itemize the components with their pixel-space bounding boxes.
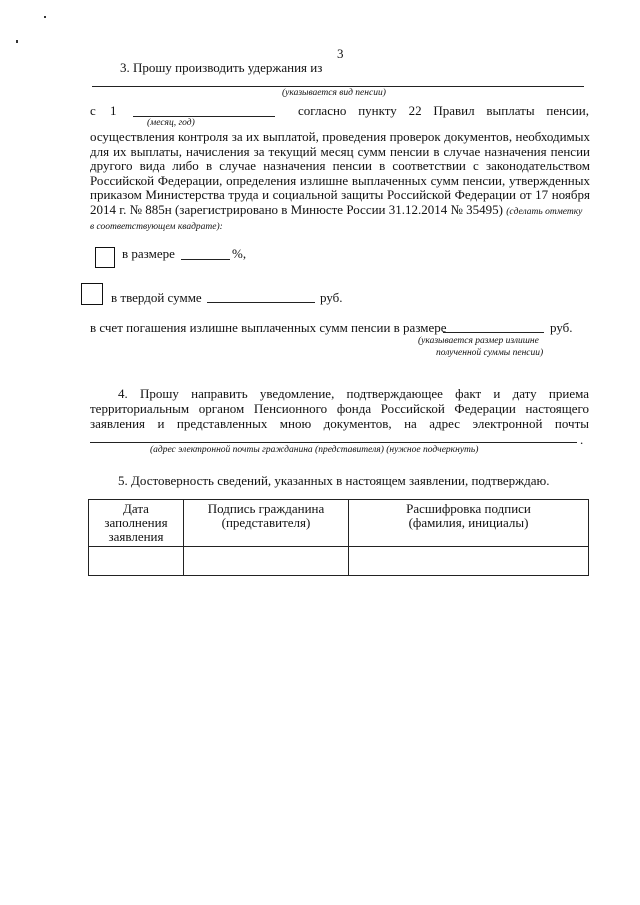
percent-value-line[interactable]	[181, 259, 230, 260]
section4-body	[90, 401, 589, 431]
body-last-line	[90, 203, 590, 220]
section4-text: заявления и представленных мною документов, на адрес электронной почты	[90, 416, 589, 431]
section4-line-1	[118, 386, 589, 402]
pension-type-line[interactable]	[92, 86, 584, 87]
from-label: с	[90, 103, 96, 118]
overpaid-suffix: руб.	[550, 320, 573, 335]
according-text: согласно пункту 22 Правил выплаты пенсии,	[298, 103, 589, 118]
mark-hint-cont: в соответствующем квадрате):	[90, 221, 223, 232]
percent-checkbox[interactable]	[95, 247, 115, 268]
page-number: 3	[337, 46, 344, 61]
percent-label: в размере	[122, 246, 175, 261]
from-day: 1	[110, 103, 117, 118]
body-line: другого вида либо в случае назначения пенсии в соответствии с законодательством	[90, 158, 590, 174]
table-header-row	[89, 500, 589, 547]
fixed-sum-suffix: руб.	[320, 290, 343, 305]
email-line-end: .	[580, 432, 584, 447]
overpaid-amount-line[interactable]	[443, 332, 544, 333]
name-header	[349, 500, 589, 547]
percent-suffix: %,	[232, 246, 247, 261]
section3-heading: 3. Прошу производить удержания из	[120, 60, 323, 75]
fixed-sum-checkbox[interactable]	[81, 283, 103, 305]
section3-body	[90, 130, 590, 234]
header-text: Расшифровка подписи	[406, 501, 531, 516]
name-cell[interactable]	[349, 547, 589, 576]
section5-text: 5. Достоверность сведений, указанных в настоящем заявлении, подтверждаю.	[118, 473, 550, 488]
email-line[interactable]	[90, 442, 577, 443]
date-header	[89, 500, 184, 547]
table-row	[89, 547, 589, 576]
fixed-sum-line[interactable]	[207, 302, 315, 303]
email-hint: (адрес электронной почты гражданина (представителя) (нужное подчеркнуть)	[150, 445, 479, 455]
date-cell[interactable]	[89, 547, 184, 576]
body-line: осуществления контроля за их выплатой, проведения проверок документов, необходимых	[90, 129, 590, 144]
header-text: заявления	[108, 529, 164, 544]
month-year-hint: (месяц, год)	[147, 118, 195, 128]
header-text: Подпись гражданина	[207, 501, 325, 516]
header-text: заполнения	[104, 515, 168, 530]
mark-hint: (сделать отметку	[506, 206, 583, 217]
month-year-line[interactable]	[133, 116, 275, 117]
body-line: приказом Министерства труда и социальной защиты Российской Федерации от 17 ноября	[90, 187, 590, 203]
signature-cell[interactable]	[184, 547, 349, 576]
scan-speck	[16, 40, 18, 43]
overpaid-hint: (указывается размер излишне	[418, 336, 539, 346]
pension-type-hint: (указывается вид пенсии)	[282, 88, 386, 98]
body-line: Российской Федерации, определения излишне выплаченных сумм пенсии, утвержденных	[90, 172, 590, 188]
signature-header	[184, 500, 349, 547]
header-text: Дата	[123, 501, 149, 516]
header-text: (фамилия, инициалы)	[408, 515, 529, 530]
scan-speck	[44, 16, 46, 18]
fixed-sum-label: в твердой сумме	[111, 290, 202, 305]
signature-table	[88, 499, 589, 576]
overpaid-text: в счет погашения излишне выплаченных сумм пенсии в размере	[90, 320, 447, 335]
section4-text: территориальным органом Пенсионного фонда Российской Федерации настоящего	[90, 401, 589, 416]
overpaid-hint-cont: полученной суммы пенсии)	[436, 348, 544, 358]
section4-text: 4. Прошу направить уведомление, подтверждающее факт и дату приема	[118, 386, 589, 401]
order-reference: 2014 г. № 885н (зарегистрировано в Минюсте России 31.12.2014 № 35495)	[90, 201, 503, 217]
header-text: (представителя)	[221, 515, 311, 530]
body-line: для их выплаты, начисления за текущий месяц сумм пенсии в случае назначения пенсии	[90, 143, 590, 159]
